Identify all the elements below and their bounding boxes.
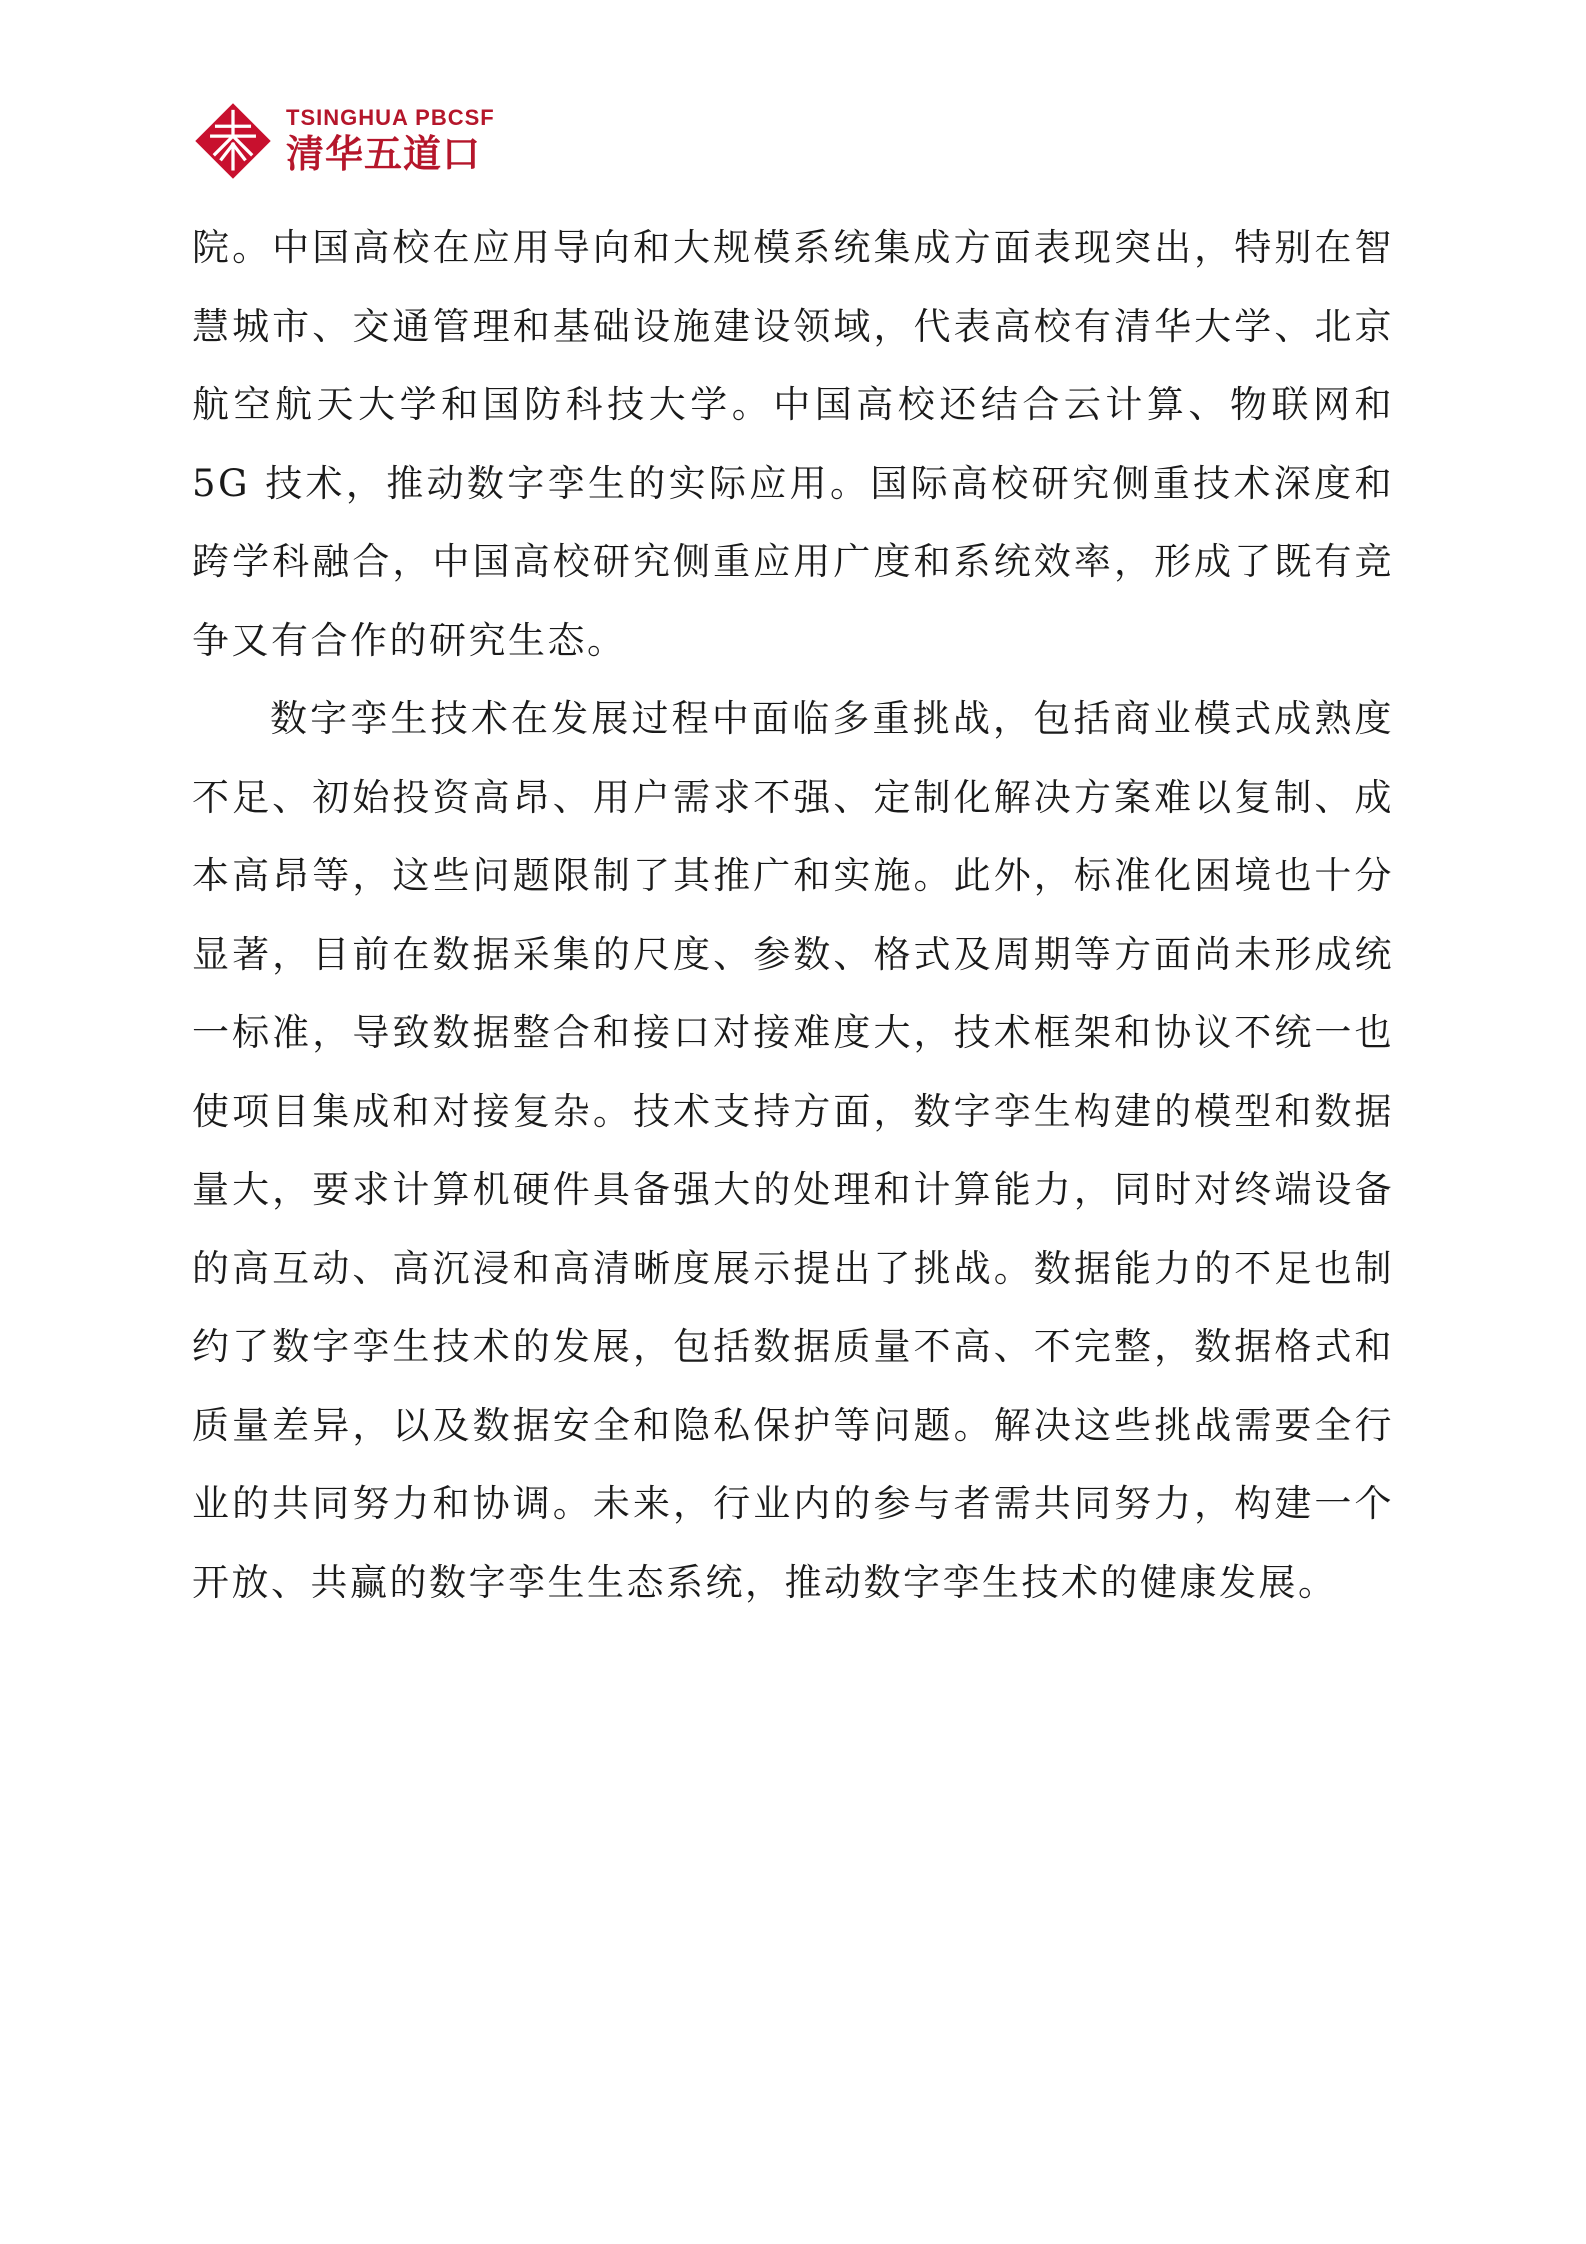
paragraph: 数字孪生技术在发展过程中面临多重挑战，包括商业模式成熟度不足、初始投资高昂、用户需求不强、定制化解决方案难以复制、成本高昂等，这些问题限制了其推广和实施。此外，标准化困境也十分显著，目前在数据采集的尺度、参数、格式及周期等方面尚未形成统一标准，导致数据整合和接口对接难度大，技术框架和协议不统一也使项目集成和对接复杂。技术支持方面，数字孪生构建的模型和数据量大，要求计算机硬件具备强大的处理和计算能力，同时对终端设备的高互动、高沉浸和高清晰度展示提出了挑战。数据能力的不足也制约了数字孪生技术的发展，包括数据质量不高、不完整，数据格式和质量差异，以及数据安全和隐私保护等问题。解决这些挑战需要全行业的共同努力和协调。未来，行业内的参与者需共同努力，构建一个开放、共赢的数字孪生生态系统，推动数字孪生技术的健康发展。 [192, 697, 1394, 1604]
logo-chinese-name: 清华五道口 [286, 132, 482, 176]
tsinghua-pbcsf-logo-icon [192, 100, 274, 182]
logo-text [286, 105, 495, 177]
paragraph: 院。中国高校在应用导向和大规模系统集成方面表现突出，特别在智慧城市、交通管理和基础设施建设领域，代表高校有清华大学、北京航空航天大学和国防科技大学。中国高校还结合云计算、物联网和5G 技术，推动数字孪生的实际应用。国际高校研究侧重技术深度和跨学科融合，中国高校研究侧重应用广度和系统效率，形成了既有竞争又有合作的研究生态。 [192, 226, 1394, 662]
logo [192, 96, 495, 186]
body-text [192, 209, 1394, 1622]
logo-english-name: TSINGHUA PBCSF [286, 105, 495, 130]
